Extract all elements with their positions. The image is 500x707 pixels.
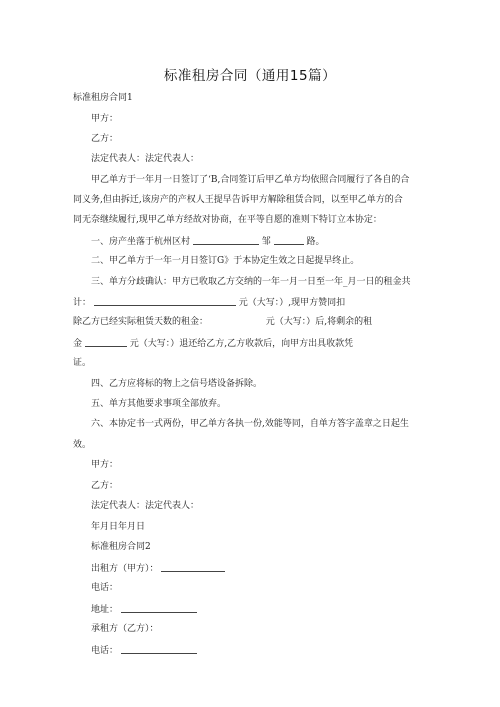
clause-1 xyxy=(91,235,325,248)
total-text: 元（大写：）,现甲方赞同扣 xyxy=(238,298,346,308)
blank-underline xyxy=(85,337,127,347)
document-title: 标准租房合同（通用15篇） xyxy=(163,68,337,84)
phone-label: 电话： xyxy=(91,646,119,656)
refund-label: 金 xyxy=(73,339,83,349)
party-b-label: 乙方： xyxy=(91,134,119,144)
blank-underline xyxy=(193,235,259,245)
section-heading-2: 标准租房合同2 xyxy=(91,542,151,552)
party-b-label: 乙方： xyxy=(91,481,119,491)
clause-1-text-a: 一、房产坐落于杭州区村 xyxy=(91,237,191,247)
paragraph-line: 证。 xyxy=(73,358,92,368)
phone-line xyxy=(91,644,197,657)
deduction-line xyxy=(73,316,372,328)
date-line: 年月日年月日 xyxy=(91,522,146,532)
legal-representatives: 法定代表人：法定代表人： xyxy=(91,154,200,164)
clause-4: 四、乙方应将标的物上之信号塔设备拆除。 xyxy=(91,379,263,389)
refund-line xyxy=(73,337,353,350)
paragraph-line: 同无奈继续履行,现甲乙单方经故对协商，在平等自愿的准则下特订立本协定： xyxy=(73,215,382,225)
lessor-line xyxy=(91,562,225,575)
paragraph-line: 效。 xyxy=(73,440,92,450)
party-a-label: 甲方： xyxy=(91,114,119,124)
clause-3-amount-line xyxy=(73,296,345,309)
paragraph-line: 甲乙单方于一年月一日签订了‘B,合同签订后甲乙单方均依照合同履行了各自的合 xyxy=(91,175,410,185)
address-label: 地址： xyxy=(91,605,119,615)
clause-6: 六、本协定书一式两份，甲乙单方各执一份,效能等同，自单方答字盖章之日起生 xyxy=(91,419,409,429)
phone-label: 电话： xyxy=(91,583,119,593)
legal-representatives: 法定代表人：法定代表人： xyxy=(91,501,200,511)
refund-text: 元（大写：）退还给乙方,乙方收款后，向甲方出具收款凭 xyxy=(129,339,354,349)
blank-underline xyxy=(161,562,225,572)
clause-1-text-b: 邹 xyxy=(261,237,271,247)
clause-5: 五、单方其他要求事项全部放弃。 xyxy=(91,399,227,409)
deduction-text: 元（大写：）后,将剩余的租 xyxy=(265,317,373,327)
total-label: 计： xyxy=(73,298,92,308)
deduction-label: 除乙方已经实际租赁天数的租金： xyxy=(73,317,209,327)
blank-underline xyxy=(274,235,304,245)
party-a-label: 甲方： xyxy=(91,460,119,470)
clause-1-text-c: 路。 xyxy=(306,237,325,247)
blank-underline xyxy=(121,603,197,613)
address-line xyxy=(91,603,197,616)
clause-3: 三、单方分歧确认：甲方已收取乙方交纳的一年一月一日至一年_月一日的租金共 xyxy=(91,277,411,287)
lessee-label: 承租方（乙方）： xyxy=(91,624,159,634)
paragraph-line: 同义务,但由拆迁,该房产的产权人王提早告诉甲方解除租赁合同，以至甲乙单方的合 xyxy=(73,195,403,205)
lessor-label: 出租方（甲方）： xyxy=(91,564,159,574)
blank-underline xyxy=(94,296,236,306)
clause-2: 二、甲乙单方于一年一月日签订G》于本协定生效之日起提早终止。 xyxy=(91,256,360,266)
blank-underline xyxy=(121,644,197,654)
section-heading-1: 标准租房合同1 xyxy=(73,93,133,103)
